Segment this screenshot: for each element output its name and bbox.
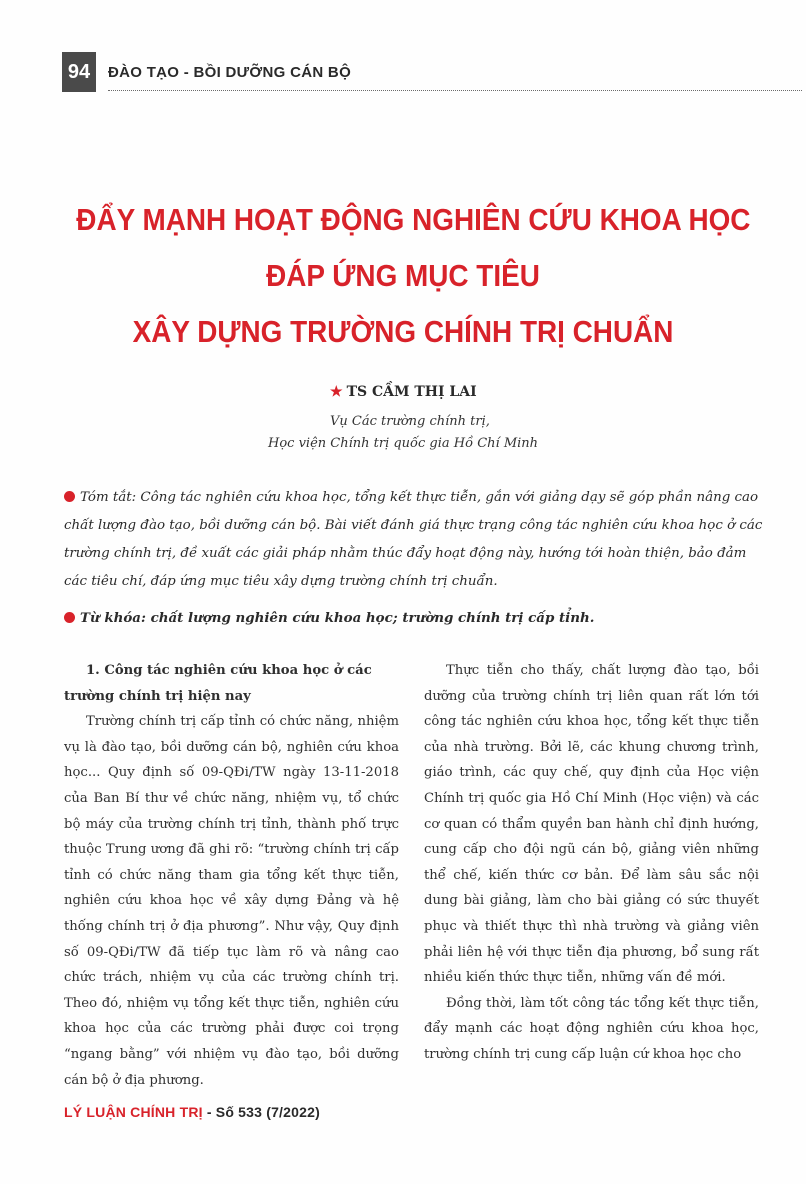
title-line-1: ĐẨY MẠNH HOẠT ĐỘNG NGHIÊN CỨU KHOA HỌC bbox=[76, 202, 751, 237]
author-affiliation-1: Vụ Các trường chính trị, bbox=[330, 414, 490, 429]
author-line bbox=[330, 384, 477, 400]
article-title bbox=[40, 192, 766, 360]
author-name: TS CẦM THỊ LAI bbox=[346, 384, 477, 400]
keywords-text: Từ khóa: chất lượng nghiên cứu khoa học; trường chính trị cấp tỉnh. bbox=[80, 610, 595, 626]
left-column bbox=[64, 658, 399, 1093]
header-rule bbox=[108, 90, 802, 91]
journal-name: LÝ LUẬN CHÍNH TRỊ bbox=[64, 1104, 203, 1120]
abstract bbox=[64, 484, 764, 596]
body-paragraph: Đồng thời, làm tốt công tác tổng kết thực tiễn, đẩy mạnh các hoạt động nghiên cứu khoa học, trường chính trị cung cấp luận cứ khoa học cho bbox=[424, 995, 759, 1062]
issue-info: - Số 533 (7/2022) bbox=[202, 1104, 320, 1120]
keywords bbox=[64, 604, 764, 632]
page-footer bbox=[64, 1104, 320, 1120]
author-affiliation-2: Học viện Chính trị quốc gia Hồ Chí Minh bbox=[268, 436, 539, 451]
body-paragraph: Trường chính trị cấp tỉnh có chức năng, nhiệm vụ là đào tạo, bồi dưỡng cán bộ, nghiên cứu khoa học... Quy định số 09-QĐi/TW ngày 13-11-2018 của Ban Bí thư về chức năng, nhiệm vụ, tổ chức bộ máy của trường chính trị tỉnh, thành phố trực thuộc Trung ương đã ghi rõ: “trường chính trị cấp tỉnh có chức năng tham gia tổng kết thực tiễn, nghiên cứu khoa học về xây dựng Đảng và hệ thống chính trị ở địa phương”. Như vậy, Quy định số 09-QĐi/TW đã tiếp tục làm rõ và nâng cao chức trách, nhiệm vụ của các trường chính trị. Theo đó, nhiệm vụ tổng kết thực tiễn, nghiên cứu khoa học của các trường phải được coi trọng “ngang bằng” với nhiệm vụ đào tạo, bồi dưỡng cán bộ ở địa phương. bbox=[64, 714, 399, 1088]
section-title: ĐÀO TẠO - BỒI DƯỠNG CÁN BỘ bbox=[108, 64, 352, 81]
title-line-2: ĐÁP ỨNG MỤC TIÊU bbox=[266, 258, 540, 293]
title-line-3: XÂY DỰNG TRƯỜNG CHÍNH TRỊ CHUẨN bbox=[132, 314, 674, 349]
page-number: 94 bbox=[62, 52, 96, 92]
bullet-dot-icon bbox=[64, 612, 75, 623]
body-paragraph: Thực tiễn cho thấy, chất lượng đào tạo, bồi dưỡng của trường chính trị liên quan rất lớn tới công tác nghiên cứu khoa học, tổng kết thực tiễn của nhà trường. Bởi lẽ, các khung chương trình, giáo trình, các quy chế, quy định của Học viện Chính trị quốc gia Hồ Chí Minh (Học viện) và các cơ quan có thẩm quyền ban hành chỉ định hướng, cung cấp cho đội ngũ cán bộ, giảng viên những thể chế, kiến thức cơ bản. Để làm sâu sắc nội dung bài giảng, làm cho bài giảng có sức thuyết phục và thiết thực thì nhà trường và giảng viên phải liên hệ với thực tiễn địa phương, bổ sung rất nhiều kiến thức thực tiễn, những vấn đề mới. bbox=[424, 663, 759, 986]
abstract-text: Tóm tắt: Công tác nghiên cứu khoa học, tổng kết thực tiễn, gắn với giảng dạy sẽ góp phần nâng cao chất lượng đào tạo, bồi dưỡng cán bộ. Bài viết đánh giá thực trạng công tác nghiên cứu khoa học ở các trường chính trị, đề xuất các giải pháp nhằm thúc đẩy hoạt động này, hướng tới hoàn thiện, bảo đảm các tiêu chí, đáp ứng mục tiêu xây dựng trường chính trị chuẩn. bbox=[64, 490, 763, 589]
bullet-dot-icon bbox=[64, 491, 75, 502]
star-icon: ★ bbox=[330, 384, 343, 400]
page-header bbox=[62, 52, 762, 92]
right-column bbox=[424, 658, 759, 1068]
abstract-block bbox=[64, 484, 764, 632]
section-heading-1: 1. Công tác nghiên cứu khoa học ở các trường chính trị hiện nay bbox=[64, 663, 372, 704]
